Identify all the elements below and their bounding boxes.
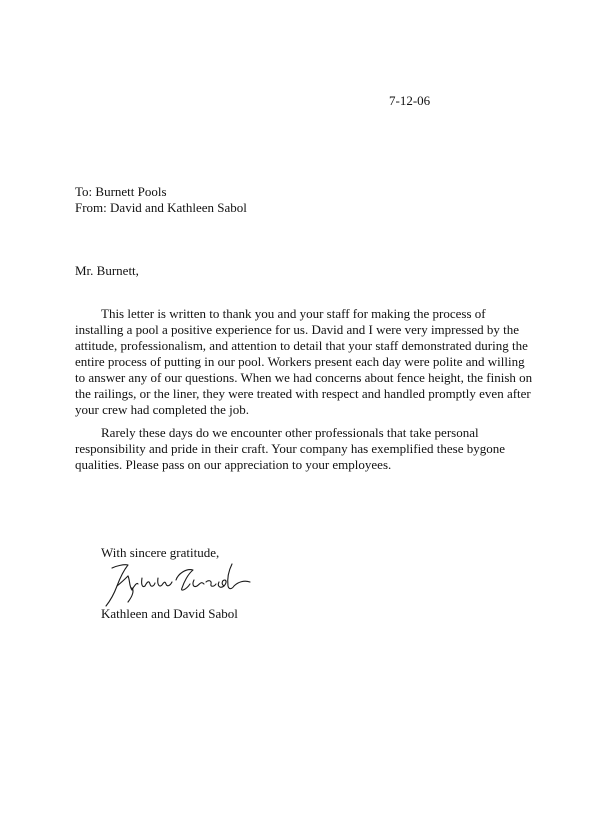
signer-name: Kathleen and David Sabol — [101, 606, 238, 621]
body-paragraph-2: Rarely these days do we encounter other professionals that take personal responsibility and pride in their craft. Your company has exemplified these bygone qualities. Please pass on our appreciation to your employees. — [75, 425, 505, 472]
handwritten-signature — [98, 556, 273, 608]
letter-header — [75, 184, 247, 216]
from-line: From: David and Kathleen Sabol — [75, 200, 247, 215]
letter-date: 7-12-06 — [389, 93, 431, 108]
closing: With sincere gratitude, — [101, 545, 220, 560]
salutation: Mr. Burnett, — [75, 263, 139, 278]
body-paragraph-1: This letter is written to thank you and your staff for making the process of installing a pool a positive experience for us. David and I were very impressed by the attitude, professionalism, and attention to detail that your staff demonstrated during the entire process of putting in our pool. Workers present each day were polite and willing to answer any of our questions. When we had concerns about fence height, the finish on the railings, or the liner, they were treated with respect and handled promptly even after your crew had completed the job. — [75, 306, 533, 417]
to-line: To: Burnett Pools — [75, 184, 167, 199]
